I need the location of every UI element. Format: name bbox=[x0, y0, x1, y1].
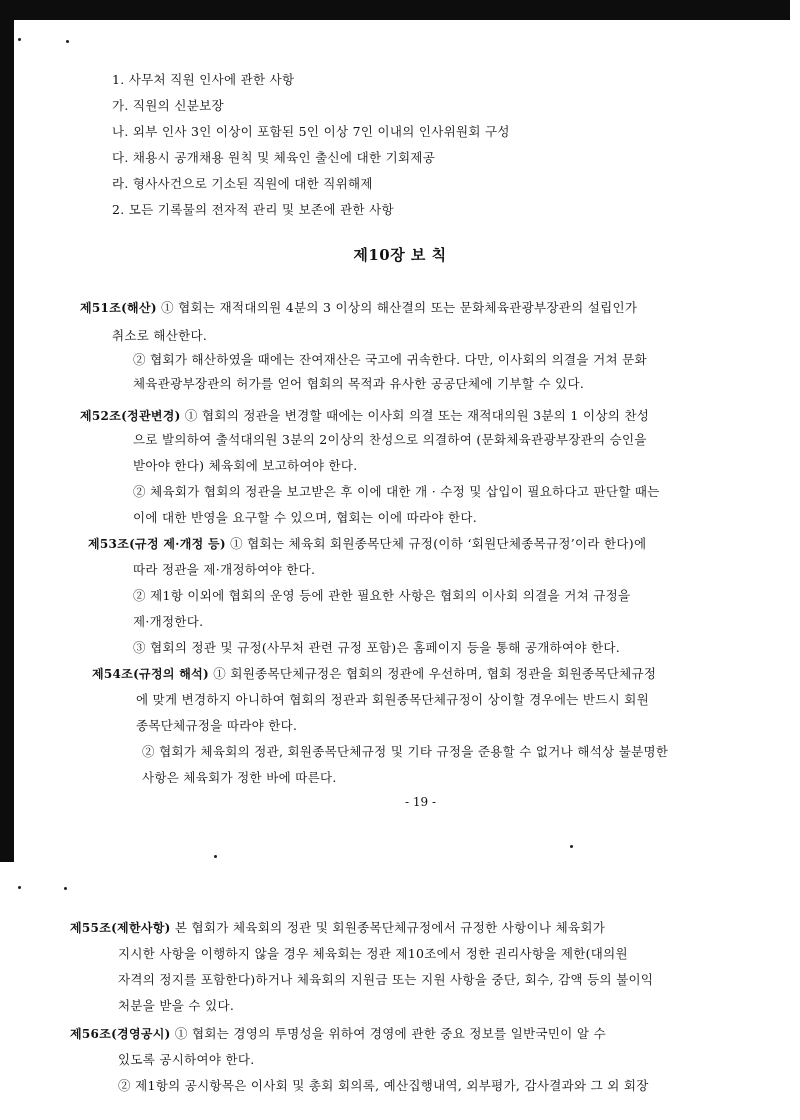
article-label: 제52조(정관변경) bbox=[80, 409, 181, 423]
article-55 bbox=[70, 920, 605, 936]
article-line: ② 제1항 이외에 협회의 운영 등에 관한 필요한 사항은 협회의 이사회 의결을 거쳐 규정을 bbox=[133, 588, 631, 603]
list-item: 라. 형사사건으로 기소된 직원에 대한 직위해제 bbox=[112, 176, 373, 191]
list-item: 1. 사무처 직원 인사에 관한 사항 bbox=[112, 72, 295, 87]
article-line: 이에 대한 반영을 요구할 수 있으며, 협회는 이에 따라야 한다. bbox=[133, 510, 478, 525]
article-label: 제56조(경영공시) bbox=[70, 1027, 171, 1041]
article-52 bbox=[80, 408, 649, 424]
article-line: ① 회원종목단체규정은 협회의 정관에 우선하며, 협회 정관을 회원종목단체규정 bbox=[213, 666, 657, 681]
article-label: 제53조(규정 제·개정 등) bbox=[88, 537, 226, 551]
list-item: 다. 채용시 공개채용 원칙 및 체육인 출신에 대한 기회제공 bbox=[112, 150, 436, 165]
list-item: 2. 모든 기록물의 전자적 관리 및 보존에 관한 사항 bbox=[112, 202, 394, 217]
article-line: 사항은 체육회가 정한 바에 따른다. bbox=[142, 770, 337, 785]
article-line: 따라 정관을 제·개정하여야 한다. bbox=[133, 562, 316, 577]
article-line: 본 협회가 체육회의 정관 및 회원종목단체규정에서 규정한 사항이나 체육회가 bbox=[174, 920, 606, 935]
article-line: ② 제1항의 공시항목은 이사회 및 총회 회의록, 예산집행내역, 외부평가, 감사결과와 그 외 회장 bbox=[118, 1078, 649, 1093]
article-54 bbox=[92, 666, 656, 682]
article-line: ③ 협회의 정관 및 규정(사무처 관련 규정 포함)은 홈페이지 등을 통해 공개하여야 한다. bbox=[133, 640, 621, 655]
article-line: 으로 발의하여 출석대의원 3분의 2이상의 찬성으로 의결하여 (문화체육관광부장관의 승인을 bbox=[133, 432, 647, 447]
article-line: ② 협회가 해산하였을 때에는 잔여재산은 국고에 귀속한다. 다만, 이사회의 의결을 거쳐 문화 bbox=[133, 352, 647, 367]
scan-speck bbox=[214, 855, 217, 858]
article-line: 지시한 사항을 이행하지 않을 경우 체육회는 정관 제10조에서 정한 권리사항을 제한(대의원 bbox=[118, 946, 628, 961]
article-label: 제51조(해산) bbox=[80, 301, 157, 315]
article-line: ① 협회는 체육회 회원종목단체 규정(이하 ‘회원단체종목규정’이라 한다)에 bbox=[230, 536, 647, 551]
scan-speck bbox=[64, 887, 67, 890]
list-item: 가. 직원의 신분보장 bbox=[112, 98, 224, 113]
article-51 bbox=[80, 300, 637, 316]
list-item: 나. 외부 인사 3인 이상이 포함된 5인 이상 7인 이내의 인사위원회 구성 bbox=[112, 124, 510, 139]
scan-speck bbox=[66, 40, 69, 43]
article-line: 있도록 공시하여야 한다. bbox=[118, 1052, 255, 1067]
scan-speck bbox=[18, 886, 21, 889]
article-label: 제55조(제한사항) bbox=[70, 921, 171, 935]
article-56 bbox=[70, 1026, 606, 1042]
article-line: ① 협회는 재적대의원 4분의 3 이상의 해산결의 또는 문화체육관광부장관의 설립인가 bbox=[161, 300, 638, 315]
article-line: 종목단체규정을 따라야 한다. bbox=[136, 718, 298, 733]
scan-speck bbox=[570, 845, 573, 848]
article-line: ① 협회의 정관을 변경할 때에는 이사회 의결 또는 재적대의원 3분의 1 이상의 찬성 bbox=[184, 408, 650, 423]
article-line: 체육관광부장관의 허가를 얻어 협회의 목적과 유사한 공공단체에 기부할 수 있다. bbox=[133, 376, 585, 391]
scan-border-top bbox=[0, 0, 790, 20]
article-53 bbox=[88, 536, 646, 552]
article-line: 처분을 받을 수 있다. bbox=[118, 998, 235, 1013]
article-label: 제54조(규정의 해석) bbox=[92, 667, 209, 681]
article-line: 받아야 한다) 체육회에 보고하여야 한다. bbox=[133, 458, 358, 473]
article-line: 자격의 정지를 포함한다)하거나 체육회의 지원금 또는 지원 사항을 중단, 회수, 감액 등의 불이익 bbox=[118, 972, 654, 987]
article-line: 에 맞게 변경하지 아니하여 협회의 정관과 회원종목단체규정이 상이할 경우에는 반드시 회원 bbox=[136, 692, 649, 707]
chapter-title: 제10장 보 칙 bbox=[353, 246, 447, 264]
scan-speck bbox=[18, 38, 21, 41]
article-line: 취소로 해산한다. bbox=[112, 328, 208, 343]
scan-border-left bbox=[0, 0, 14, 862]
article-line: ② 협회가 체육회의 정관, 회원종목단체규정 및 기타 규정을 준용할 수 없거나 해석상 불분명한 bbox=[142, 744, 669, 759]
article-line: ① 협회는 경영의 투명성을 위하여 경영에 관한 중요 정보를 일반국민이 알 수 bbox=[174, 1026, 606, 1041]
article-line: 제·개정한다. bbox=[133, 614, 204, 629]
article-line: ② 체육회가 협회의 정관을 보고받은 후 이에 대한 개 · 수정 및 삽입이 필요하다고 판단할 때는 bbox=[133, 484, 660, 499]
page-number: - 19 - bbox=[405, 795, 437, 809]
